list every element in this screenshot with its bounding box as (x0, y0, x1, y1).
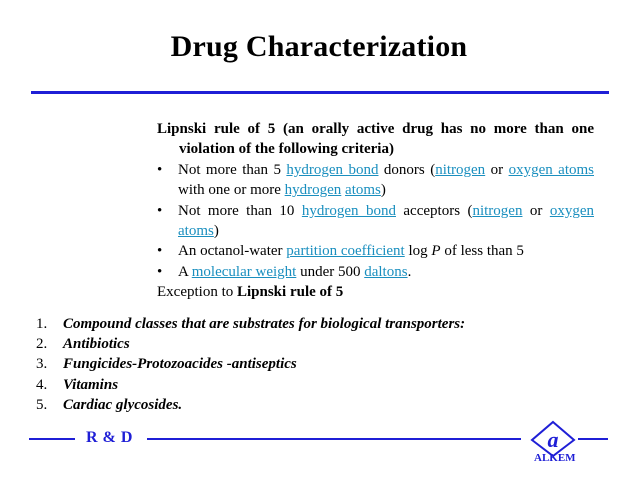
criteria-text: . (407, 263, 412, 280)
criteria-text: under 500 (296, 263, 365, 280)
company-name: ALKEM (534, 452, 576, 464)
exception-item (36, 375, 596, 395)
term-link[interactable]: partition coefficient (286, 243, 405, 260)
exceptions-list (36, 314, 596, 415)
term-link[interactable]: daltons (364, 263, 408, 280)
term-link[interactable]: hydrogen (284, 182, 342, 199)
criteria-text: with one or more (178, 182, 285, 199)
criteria-text: ) (213, 223, 219, 240)
slide-body (157, 119, 594, 303)
exception-item (36, 395, 596, 415)
term-link[interactable]: oxygen atoms (508, 161, 594, 178)
criteria-text: of less than 5 (440, 243, 524, 260)
exception-text: Cardiac glycosides. (63, 396, 183, 413)
bullet-glyph: • (157, 243, 163, 260)
criteria-item (157, 201, 594, 242)
lipinski-intro: Lipnski rule of 5 (an orally active drug has no more than one violation of the following criteria) (157, 121, 594, 158)
criteria-text: Not more than 10 (178, 202, 302, 219)
criteria-text: An octanol-water (178, 243, 287, 260)
term-link[interactable]: hydrogen bond (301, 202, 396, 219)
criteria-list (157, 160, 594, 282)
exception-number: 2. (36, 336, 48, 353)
term-link[interactable]: molecular weight (191, 263, 297, 280)
exception-number: 4. (36, 376, 48, 393)
term-link[interactable]: nitrogen (435, 161, 486, 178)
title-divider (31, 91, 609, 94)
bullet-glyph: • (157, 263, 163, 280)
exception-number: 3. (36, 356, 48, 373)
term-link[interactable]: hydrogen bond (286, 161, 379, 178)
exception-item (36, 354, 596, 374)
footer-rule-left (29, 438, 75, 440)
exception-line (157, 282, 594, 302)
criteria-item (157, 262, 594, 282)
criteria-text: Not more than 5 (178, 161, 287, 178)
criteria-item (157, 241, 594, 261)
criteria-text: log (404, 243, 432, 260)
exception-text: Compound classes that are substrates for biological transporters: (63, 316, 466, 332)
term-link[interactable]: atoms (345, 182, 381, 199)
exception-item (36, 334, 596, 354)
bullet-glyph: • (157, 202, 163, 219)
criteria-item (157, 160, 594, 201)
criteria-text: A (178, 263, 192, 280)
exception-prefix: Exception to (157, 284, 237, 301)
exception-text: Antibiotics (63, 336, 130, 353)
exception-text: Fungicides-Protozoacides -antiseptics (63, 356, 297, 373)
term-link[interactable]: oxygen atoms (178, 202, 594, 240)
footer-department: R & D (86, 429, 133, 446)
criteria-text: or (485, 161, 509, 178)
exception-text: Vitamins (63, 376, 119, 393)
exception-number: 5. (36, 396, 48, 413)
criteria-text: P (431, 243, 441, 260)
footer-rule-middle (147, 438, 521, 440)
exception-number: 1. (36, 316, 48, 332)
criteria-text: donors ( (378, 161, 436, 178)
footer-rule-right (578, 438, 608, 440)
criteria-text: or (522, 202, 550, 219)
slide-title: Drug Characterization (170, 30, 468, 63)
exception-item (36, 314, 596, 334)
criteria-text: ) (380, 182, 386, 199)
term-link[interactable]: nitrogen (472, 202, 523, 219)
exception-rule-name: Lipnski rule of 5 (236, 284, 344, 301)
bullet-glyph: • (157, 161, 163, 178)
logo-letter: a (547, 427, 559, 452)
criteria-text: acceptors ( (395, 202, 473, 219)
